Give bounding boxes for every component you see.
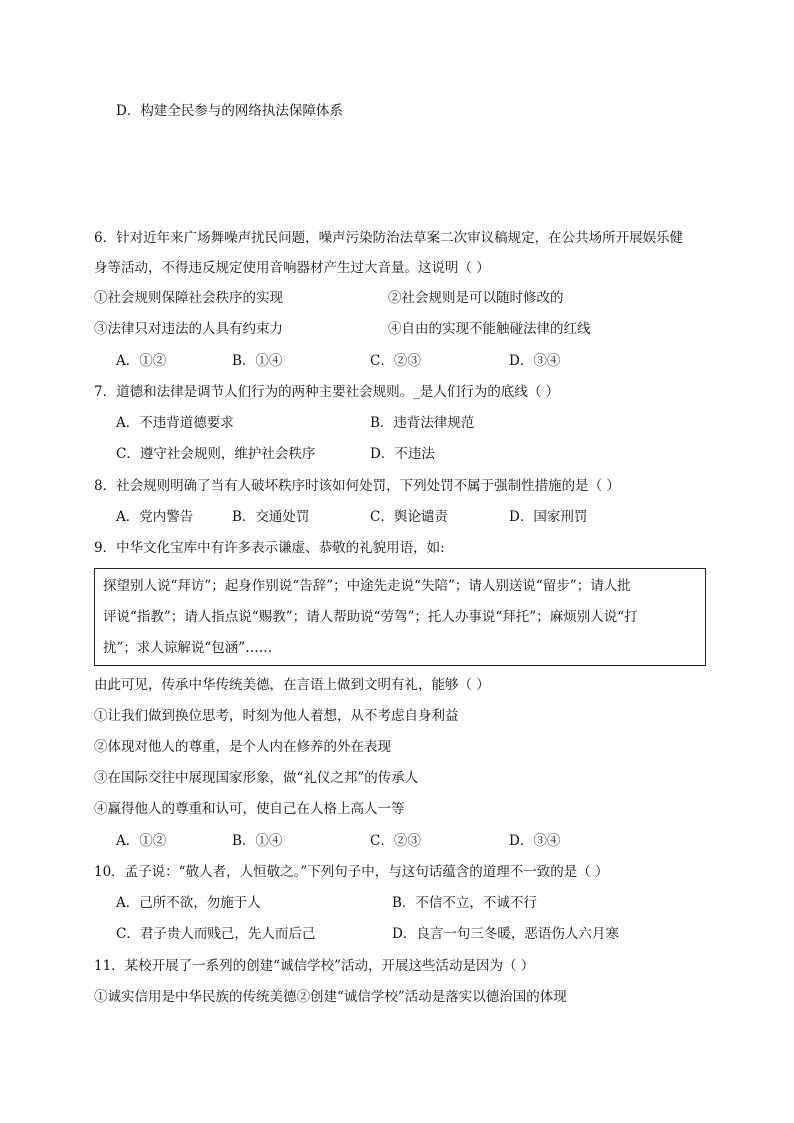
q6-option-c: C．②③: [370, 353, 421, 369]
q9-option-d: D．③④: [509, 833, 561, 849]
q8-option-d: D．国家刑罚: [509, 509, 588, 525]
q9-quote-box: [94, 568, 706, 666]
q9-stem-after: 由此可见，传承中华传统美德，在言语上做到文明有礼，能够（ ）: [94, 677, 490, 693]
q9-quote-line-2: 评说“指教”；请人指点说“赐教”；请人帮助说“劳驾”；托人办事说“拜托”；麻烦别人说“打: [103, 609, 638, 625]
q7-stem: 7．道德和法律是调节人们行为的两种主要社会规则。_是人们行为的底线（ ）: [94, 384, 560, 400]
q11-item-line: ①诚实信用是中华民族的传统美德②创建“诚信学校”活动是落实以德治国的体现: [94, 989, 567, 1005]
q8-option-c: C．舆论谴责: [370, 509, 448, 525]
q6-item-4: ④自由的实现不能触碰法律的红线: [388, 321, 591, 337]
q10-option-a: A．己所不欲，勿施于人: [116, 895, 261, 911]
q10-stem: 10．孟子说：“敬人者，人恒敬之。”下列句子中，与这句话蕴含的道理不一致的是（ ）: [94, 864, 609, 880]
q9-option-c: C．②③: [370, 833, 421, 849]
q9-quote-line-3: 扰”；求人谅解说“包涵”……: [103, 640, 273, 656]
q7-option-a: A．不违背道德要求: [116, 415, 234, 431]
q8-stem: 8．社会规则明确了当有人破坏秩序时该如何处罚，下列处罚不属于强制性措施的是（ ）: [94, 478, 620, 494]
q6-option-a: A．①②: [116, 353, 167, 369]
q11-stem: 11．某校开展了一系列的创建“诚信学校”活动，开展这些活动是因为（ ）: [94, 958, 535, 974]
q6-stem-line2: 身等活动，不得违反规定使用音响器材产生过大音量。这说明（ ）: [94, 260, 490, 276]
q6-item-3: ③法律只对违法的人具有约束力: [94, 321, 283, 337]
q6-item-1: ①社会规则保障社会秩序的实现: [94, 290, 283, 306]
q9-item-2: ②体现对他人的尊重，是个人内在修养的外在表现: [94, 739, 391, 755]
q8-option-b: B．交通处罚: [232, 509, 310, 525]
q9-quote-line-1: 探望别人说“拜访”；起身作别说“告辞”；中途先走说“失陪”；请人别送说“留步”；请人批: [103, 578, 631, 594]
q9-option-a: A．①②: [116, 833, 167, 849]
q6-item-2: ②社会规则是可以随时修改的: [388, 290, 564, 306]
q7-option-b: B．违背法律规范: [370, 415, 475, 431]
q7-option-d: D．不违法: [370, 446, 435, 462]
q9-item-3: ③在国际交往中展现国家形象，做“礼仪之邦”的传承人: [94, 770, 419, 786]
q5-option-d: D．构建全民参与的网络执法保障体系: [116, 103, 343, 119]
q9-item-4: ④赢得他人的尊重和认可，使自己在人格上高人一等: [94, 801, 405, 817]
q10-option-d: D．良言一句三冬暖，恶语伤人六月寒: [392, 926, 619, 942]
q6-stem-line1: 6．针对近年来广场舞噪声扰民问题，噪声污染防治法草案二次审议稿规定，在公共场所开展娱乐健: [94, 230, 684, 246]
q7-option-c: C．遵守社会规则，维护社会秩序: [116, 446, 316, 462]
q9-stem: 9．中华文化宝库中有许多表示谦虚、恭敬的礼貌用语，如:: [94, 540, 445, 556]
q6-option-d: D．③④: [509, 353, 561, 369]
q10-option-c: C．君子贵人而贱己，先人而后己: [116, 926, 316, 942]
q10-option-b: B．不信不立，不诚不行: [392, 895, 537, 911]
q6-option-b: B．①④: [232, 353, 283, 369]
q8-option-a: A．党内警告: [116, 509, 194, 525]
q9-item-1: ①让我们做到换位思考，时刻为他人着想，从不考虑自身利益: [94, 708, 459, 724]
q9-option-b: B．①④: [232, 833, 283, 849]
